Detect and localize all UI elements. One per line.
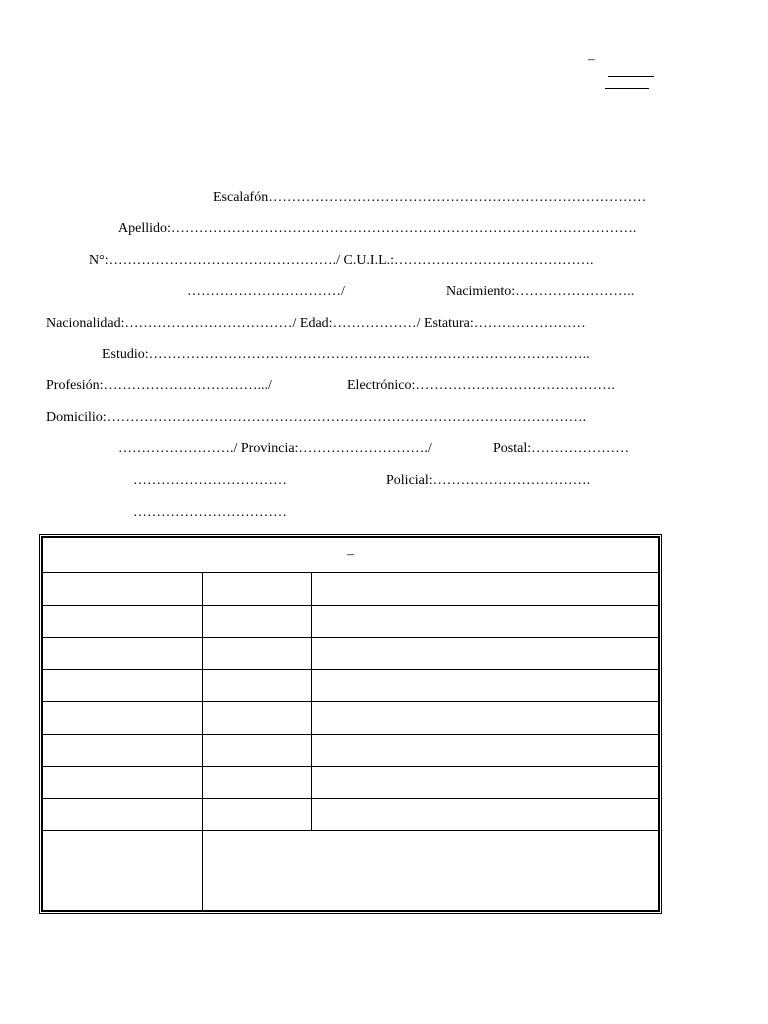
table-cell[interactable] [312,734,659,766]
field-estudio[interactable]: Estudio:………………………………………………………………………………….. [102,347,590,362]
table-row-large [43,831,659,911]
field-localidad-provincia[interactable]: ……………………./ Provincia:………………………./ [118,441,432,456]
table-cell[interactable] [43,702,203,734]
table-cell[interactable] [43,637,203,669]
table-cell[interactable] [43,734,203,766]
field-domicilio[interactable]: Domicilio:…………………………………………………………………………………………. [46,410,587,425]
table-title: – [43,538,659,573]
field-blank-2[interactable]: …………………………… [133,505,287,520]
table-cell[interactable] [203,734,312,766]
field-electronico[interactable]: Electrónico:……………………………………. [347,378,615,393]
table-cell[interactable] [203,605,312,637]
table-cell[interactable] [43,831,203,911]
field-escalafon[interactable]: Escalafón……………………………………………………………………… [213,190,647,205]
field-apellido[interactable]: Apellido:………………………………………………………………………………………. [118,221,637,236]
table-cell[interactable] [312,605,659,637]
header-underline-bottom [605,88,649,89]
table-row [43,799,659,831]
table-cell[interactable] [203,637,312,669]
table-row [43,670,659,702]
table-row [43,766,659,798]
data-table [39,534,662,914]
table-cell[interactable] [43,766,203,798]
table-row [43,702,659,734]
table-cell[interactable] [312,702,659,734]
field-postal[interactable]: Postal:………………… [493,441,630,456]
table-cell-wide[interactable] [203,831,659,911]
field-nacionalidad-edad-estatura[interactable]: Nacionalidad:………………………………/ Edad:………………/ Estatura:…………………… [46,316,586,331]
table-cell[interactable] [203,766,312,798]
table-cell[interactable] [203,799,312,831]
header-dash: – [588,52,595,67]
table-cell[interactable] [312,799,659,831]
table-row [43,734,659,766]
table-cell[interactable] [203,573,312,605]
table-cell[interactable] [312,573,659,605]
table-cell[interactable] [203,670,312,702]
field-fecha[interactable]: ……………………………/ [187,284,345,299]
field-nacimiento[interactable]: Nacimiento:…………………….. [446,284,635,299]
table-cell[interactable] [43,573,203,605]
table-row [43,605,659,637]
table-cell[interactable] [43,605,203,637]
table-cell[interactable] [312,670,659,702]
field-profesion[interactable]: Profesión:…………………………….../ [46,378,272,393]
table-row [43,573,659,605]
table-cell[interactable] [312,766,659,798]
table-cell[interactable] [312,637,659,669]
field-numero-cuil[interactable]: N°:…………………………………………./ C.U.I.L.:……………………………………. [89,253,594,268]
field-blank-1[interactable]: …………………………… [133,473,287,488]
table-row [43,637,659,669]
field-policial[interactable]: Policial:……………………………. [386,473,591,488]
table-cell[interactable] [43,799,203,831]
header-underline-top [608,76,654,77]
table-cell[interactable] [43,670,203,702]
table-cell[interactable] [203,702,312,734]
